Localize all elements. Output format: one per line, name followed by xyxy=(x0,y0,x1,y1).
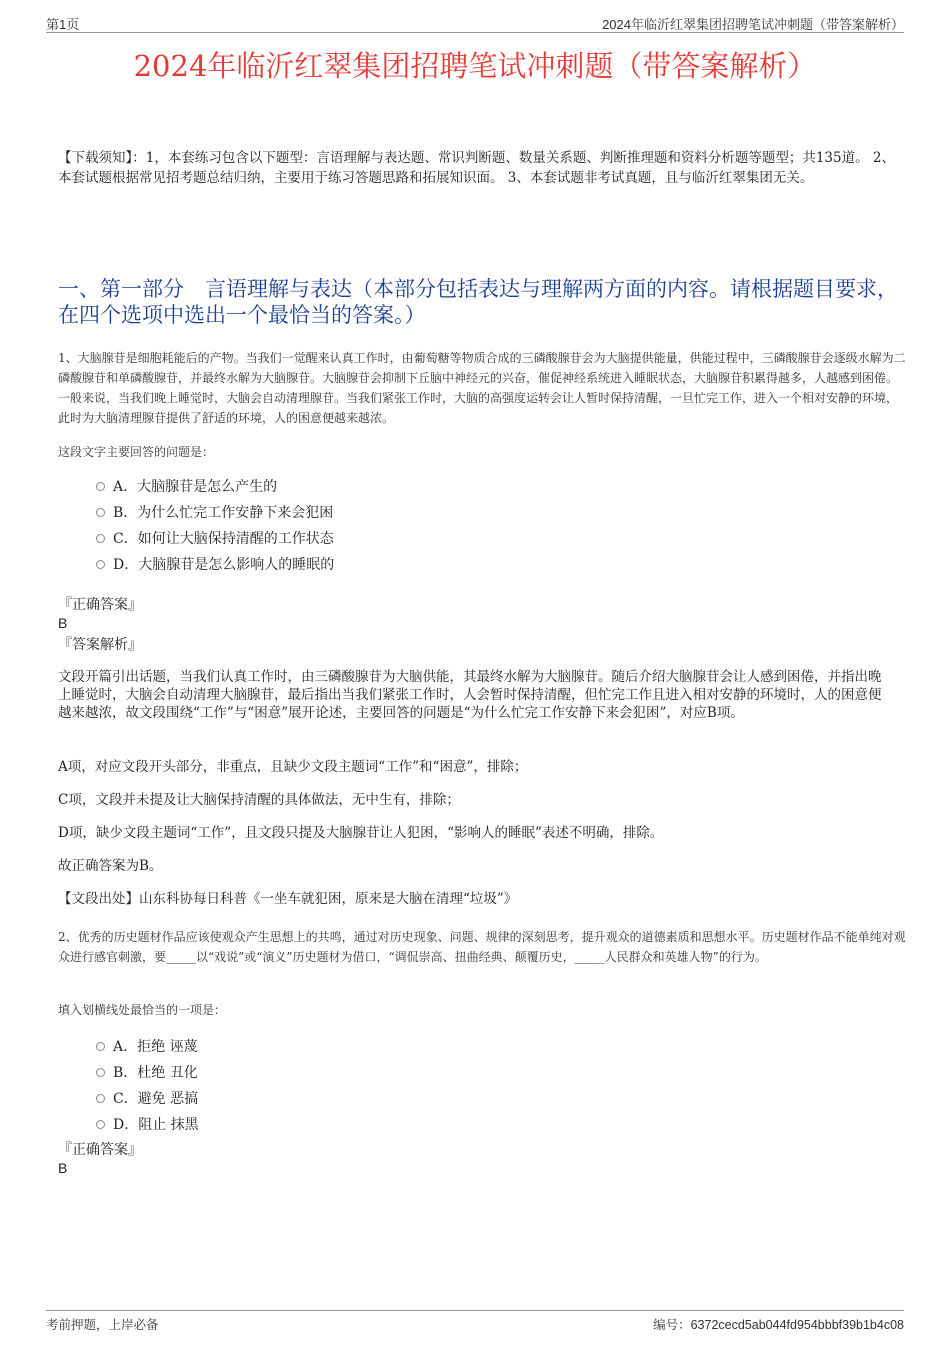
header-divider xyxy=(46,32,904,33)
question-1-option-a[interactable] xyxy=(96,473,334,499)
question-1-analysis-label: 『答案解析』 xyxy=(58,637,142,653)
footer-slogan: 考前押题，上岸必备 xyxy=(46,1317,159,1332)
question-1-answer-label: 『正确答案』 xyxy=(58,597,142,613)
footer-doc-id: 编号：6372cecd5ab044fd954bbbf39b1b4c08 xyxy=(653,1318,904,1332)
question-2-option-c[interactable] xyxy=(96,1085,199,1111)
page-number: 第1页 xyxy=(46,17,80,32)
question-1-option-d[interactable] xyxy=(96,551,334,577)
question-2-answer-label: 『正确答案』 xyxy=(58,1142,142,1158)
question-2-options xyxy=(96,1033,199,1137)
question-2-stem: 2、优秀的历史题材作品应该使观众产生思想上的共鸣，通过对历史现象、问题、规律的深刻思考，提升观众的道德素质和思想水平。历史题材作品不能单纯对观众进行感官刺激，要_____以“戏说”或“演义”历史题材为借口，“调侃崇高、扭曲经典、颠覆历史，_____人民群众和英雄人物”的行为。 xyxy=(58,930,906,964)
question-1-option-c[interactable] xyxy=(96,525,334,551)
question-2-prompt: 填入划横线处最恰当的一项是： xyxy=(58,1003,227,1017)
radio-icon[interactable] xyxy=(96,560,105,569)
question-2-answer: B xyxy=(58,1160,68,1176)
radio-icon[interactable] xyxy=(96,508,105,517)
question-1-answer: B xyxy=(58,615,68,631)
page-title: 2024年临沂红翠集团招聘笔试冲刺题（带答案解析） xyxy=(133,49,817,83)
question-1-note-d: D项，缺少文段主题词“工作”，且文段只提及大脑腺苷让人犯困，“影响人的睡眠”表述不明确，排除。 xyxy=(58,825,664,841)
question-2-option-d[interactable] xyxy=(96,1111,199,1137)
option-label: B．为什么忙完工作安静下来会犯困 xyxy=(113,505,334,521)
option-label: B．杜绝 丑化 xyxy=(113,1065,198,1081)
radio-icon[interactable] xyxy=(96,482,105,491)
radio-icon[interactable] xyxy=(96,1068,105,1077)
option-label: D．大脑腺苷是怎么影响人的睡眠的 xyxy=(113,557,335,573)
question-1-note-c: C项，文段并未提及让大脑保持清醒的具体做法，无中生有，排除； xyxy=(58,792,460,808)
radio-icon[interactable] xyxy=(96,1042,105,1051)
question-1-source: 【文段出处】山东科协每日科普《一坐车就犯困，原来是大脑在清理“垃圾”》 xyxy=(58,891,518,907)
question-1-note-a: A项，对应文段开头部分，非重点，且缺少文段主题词“工作”和“困意”，排除； xyxy=(58,759,528,775)
question-2-option-a[interactable] xyxy=(96,1033,199,1059)
download-notice: 【下载须知】：1，本套练习包含以下题型：言语理解与表达题、常识判断题、数量关系题、判断推理题和资料分析题等题型；共135道。 2、本套试题根据常见招考题总结归纳，主要用于练习答题思路和拓展知识面。 3、本套试题非考试真题，且与临沂红翠集团无关。 xyxy=(58,150,895,186)
question-1-stem: 1、大脑腺苷是细胞耗能后的产物。当我们一觉醒来认真工作时，由葡萄糖等物质合成的三磷酸腺苷会为大脑提供能量，供能过程中，三磷酸腺苷会逐级水解为二磷酸腺苷和单磷酸腺苷，并最终水解为大脑腺苷。大脑腺苷会抑制下丘脑中神经元的兴奋，催促神经系统进入睡眠状态，大脑腺苷积累得越多，人越感到困倦。一般来说，当我们晚上睡觉时，大脑会自动清理腺苷。当我们紧张工作时，大脑的高强度运转会让人暂时保持清醒，一旦忙完工作，进入一个相对安静的环境，此时为大脑清理腺苷提供了舒适的环境，人的困意便越来越浓。 xyxy=(58,351,906,425)
question-1-conclusion: 故正确答案为B。 xyxy=(58,858,163,874)
option-label: C．避免 恶搞 xyxy=(113,1091,199,1107)
question-1-option-b[interactable] xyxy=(96,499,334,525)
option-label: A．拒绝 诬蔑 xyxy=(113,1039,198,1055)
question-2-option-b[interactable] xyxy=(96,1059,199,1085)
option-label: C．如何让大脑保持清醒的工作状态 xyxy=(113,531,334,547)
question-1-analysis: 文段开篇引出话题，当我们认真工作时，由三磷酸腺苷为大脑供能，其最终水解为大脑腺苷。随后介绍大脑腺苷会让人感到困倦，并指出晚上睡觉时，大脑会自动清理大脑腺苷，最后指出当我们紧张工作时，人会暂时保持清醒，但忙完工作且进入相对安静的环境时，人的困意便越来越浓，故文段围绕“工作”与“困意”展开论述，主要回答的问题是“为什么忙完工作安静下来会犯困”，对应B项。 xyxy=(58,669,882,721)
question-1-options xyxy=(96,473,334,577)
radio-icon[interactable] xyxy=(96,1120,105,1129)
header-doc-title: 2024年临沂红翠集团招聘笔试冲刺题（带答案解析） xyxy=(602,17,904,32)
option-label: D．阻止 抹黑 xyxy=(113,1117,199,1133)
option-label: A．大脑腺苷是怎么产生的 xyxy=(113,479,278,495)
footer-divider xyxy=(46,1310,904,1311)
radio-icon[interactable] xyxy=(96,1094,105,1103)
question-1-prompt: 这段文字主要回答的问题是： xyxy=(58,445,215,459)
section-heading: 一、第一部分 言语理解与表达（本部分包括表达与理解两方面的内容。请根据题目要求，在四个选项中选出一个最恰当的答案。） xyxy=(58,277,898,327)
radio-icon[interactable] xyxy=(96,534,105,543)
